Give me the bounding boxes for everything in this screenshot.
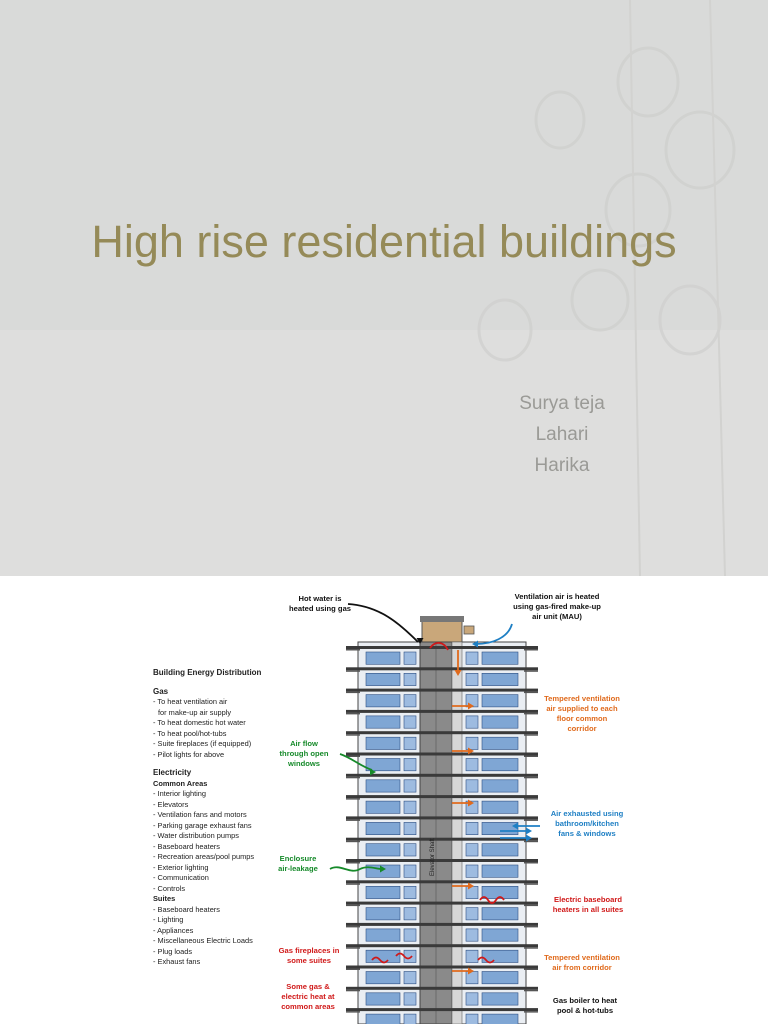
balcony — [346, 734, 360, 736]
window — [404, 737, 416, 749]
note-line: bathroom/kitchen — [555, 819, 619, 828]
window — [404, 780, 416, 792]
fireplaces-note — [272, 946, 346, 966]
floor-slab — [346, 944, 538, 947]
floor-slab — [346, 667, 538, 670]
window — [366, 673, 400, 685]
note-line: Tempered ventilation — [544, 694, 620, 703]
window — [366, 993, 400, 1005]
legend-item: - Lighting — [153, 915, 184, 924]
legend-item: - Ventilation fans and motors — [153, 810, 247, 819]
note-line: Enclosure — [279, 854, 317, 863]
note-line: Electric baseboard — [554, 895, 622, 904]
balcony — [346, 670, 360, 672]
note-line: Air flow — [290, 739, 318, 748]
window — [404, 844, 416, 856]
note-line: pool & hot-tubs — [556, 1006, 614, 1015]
balcony — [346, 1011, 360, 1013]
legend-gas-heading: Gas — [153, 686, 169, 696]
legend-electricity-heading: Electricity — [153, 768, 192, 777]
balcony — [346, 692, 360, 694]
floor-slab — [346, 880, 538, 883]
balcony — [524, 670, 538, 672]
window — [482, 993, 518, 1005]
legend-item: - Exterior lighting — [153, 862, 209, 872]
floor-slab — [346, 966, 538, 969]
window — [466, 759, 478, 771]
legend-item: - To heat domestic hot water — [153, 718, 246, 727]
balcony — [346, 798, 360, 800]
note-line: Gas boiler to heat — [552, 996, 618, 1005]
window — [404, 695, 416, 707]
note-line: using gas-fired make-up — [513, 602, 601, 611]
balcony — [524, 819, 538, 821]
note-line: Gas fireplaces in — [278, 946, 340, 955]
balcony — [524, 883, 538, 885]
legend-item: for make-up air supply — [158, 707, 232, 717]
window — [366, 972, 400, 984]
baseboard-note — [538, 895, 638, 915]
author-name: Harika — [534, 455, 590, 476]
ventilation-arrow — [476, 624, 512, 644]
note-line: common areas — [281, 1002, 335, 1011]
balcony — [346, 969, 360, 971]
window — [482, 737, 518, 749]
legend-item: - Controls — [153, 883, 186, 893]
window — [404, 950, 416, 962]
note-line: air-leakage — [278, 864, 318, 873]
balcony — [346, 947, 360, 949]
window — [482, 673, 518, 685]
floor-slab — [346, 731, 538, 734]
floor-slab — [346, 710, 538, 713]
window — [366, 844, 400, 856]
note-line: Air exhausted using — [550, 809, 624, 818]
balcony — [346, 841, 360, 843]
floor-slab — [346, 1008, 538, 1011]
balcony — [524, 947, 538, 949]
legend-item: - Water distribution pumps — [153, 831, 239, 840]
hot-water-note — [280, 594, 360, 614]
balcony — [346, 862, 360, 864]
tempered-corridor-note — [532, 953, 632, 973]
window — [482, 759, 518, 771]
floor-slab — [346, 816, 538, 819]
window — [482, 652, 518, 664]
window — [466, 780, 478, 792]
floor-slab — [346, 859, 538, 862]
window — [482, 972, 518, 984]
legend-item: - Appliances — [153, 925, 194, 935]
author-name: Surya teja — [519, 393, 605, 414]
window — [404, 886, 416, 898]
window — [404, 673, 416, 685]
boiler-note — [540, 996, 630, 1016]
window — [466, 844, 478, 856]
legend-heading: Building Energy Distribution — [153, 668, 262, 677]
window — [404, 759, 416, 771]
slide-title: High rise residential buildings — [91, 216, 677, 267]
window — [366, 822, 400, 834]
balcony — [346, 777, 360, 779]
window — [482, 716, 518, 728]
legend-suites-heading: Suites — [153, 894, 176, 903]
note-line: corridor — [567, 724, 597, 733]
balcony — [346, 819, 360, 821]
building-section-drawing — [0, 576, 768, 1024]
legend-item: - Interior lighting — [153, 789, 206, 798]
air-exhausted-note — [540, 809, 634, 839]
window — [366, 908, 400, 920]
window — [466, 972, 478, 984]
window — [404, 929, 416, 941]
balcony — [346, 990, 360, 992]
window — [466, 673, 478, 685]
note-line: air from corridor — [552, 963, 612, 972]
window — [466, 950, 478, 962]
balcony — [524, 777, 538, 779]
note-line: air unit (MAU) — [532, 612, 582, 621]
legend-item: - To heat pool/hot-tubs — [153, 728, 227, 738]
window — [482, 822, 518, 834]
enclosure-note — [270, 854, 326, 874]
floor-slab — [346, 902, 538, 905]
window — [482, 695, 518, 707]
window — [404, 908, 416, 920]
balcony — [524, 692, 538, 694]
legend-item: - Communication — [153, 873, 209, 882]
tempered-supply-note — [532, 694, 632, 734]
floor-slab — [346, 795, 538, 798]
window — [466, 865, 478, 877]
floor-slab — [346, 689, 538, 692]
window — [404, 652, 416, 664]
window — [404, 716, 416, 728]
legend-item: - Baseboard heaters — [153, 841, 220, 851]
energy-legend — [153, 668, 273, 968]
note-line: Some gas & — [286, 982, 330, 991]
legend-item: - Pilot lights for above — [153, 749, 225, 759]
window — [466, 716, 478, 728]
window — [366, 929, 400, 941]
balcony — [346, 649, 360, 651]
window — [466, 737, 478, 749]
elevator-shaft-label: Elevator Shaft — [430, 838, 436, 876]
author-list — [480, 388, 644, 481]
window — [366, 652, 400, 664]
legend-item: - Recreation areas/pool pumps — [153, 852, 255, 861]
author-name: Lahari — [535, 424, 589, 445]
balcony — [524, 905, 538, 907]
note-line: heated using gas — [288, 604, 352, 613]
window — [482, 844, 518, 856]
legend-item: - Elevators — [153, 799, 189, 809]
window — [482, 865, 518, 877]
balcony — [524, 990, 538, 992]
balcony — [346, 905, 360, 907]
note-line: fans & windows — [558, 829, 616, 838]
note-line: through open — [279, 749, 329, 758]
floor-slab — [346, 646, 538, 649]
balcony — [346, 713, 360, 715]
window — [404, 972, 416, 984]
window — [366, 716, 400, 728]
window — [466, 1014, 478, 1024]
legend-item: - To heat ventilation air — [153, 697, 228, 706]
note-line: Hot water is — [298, 594, 342, 603]
balcony — [524, 926, 538, 928]
window — [404, 1014, 416, 1024]
note-line: electric heat at — [281, 992, 335, 1001]
window — [466, 822, 478, 834]
window — [404, 993, 416, 1005]
note-line: windows — [287, 759, 321, 768]
window — [404, 822, 416, 834]
legend-item: - Miscellaneous Electric Loads — [153, 936, 253, 945]
balcony — [524, 862, 538, 864]
balcony — [346, 883, 360, 885]
legend-item: - Plug loads — [153, 946, 193, 956]
window — [466, 886, 478, 898]
note-line: Ventilation air is heated — [514, 592, 600, 601]
window — [482, 780, 518, 792]
balcony — [346, 926, 360, 928]
balcony — [524, 798, 538, 800]
window — [466, 908, 478, 920]
window — [366, 780, 400, 792]
note-line: floor common — [556, 714, 608, 723]
window — [366, 950, 400, 962]
floor-slab — [346, 923, 538, 926]
floor-slab — [346, 753, 538, 756]
window — [404, 865, 416, 877]
floor-slab — [346, 774, 538, 777]
window — [404, 801, 416, 813]
window — [466, 652, 478, 664]
energy-diagram-slide — [0, 576, 768, 1024]
legend-item: - Parking garage exhaust fans — [153, 820, 252, 830]
balcony — [524, 649, 538, 651]
air-flow-note — [272, 739, 336, 769]
legend-item: - Exhaust fans — [153, 957, 201, 966]
balcony — [524, 1011, 538, 1013]
window — [482, 908, 518, 920]
legend-item: - Baseboard heaters — [153, 904, 220, 914]
window — [466, 929, 478, 941]
balcony — [524, 756, 538, 758]
window — [366, 695, 400, 707]
note-line: air supplied to each — [546, 704, 618, 713]
window — [482, 801, 518, 813]
ventilation-note — [494, 592, 620, 622]
common-heat-note — [272, 982, 344, 1012]
window — [482, 929, 518, 941]
window — [366, 1014, 400, 1024]
window — [482, 1014, 518, 1024]
floor-slab — [346, 987, 538, 990]
legend-common-heading: Common Areas — [153, 778, 208, 788]
window — [366, 737, 400, 749]
note-line: heaters in all suites — [552, 905, 624, 914]
note-line: Tempered ventilation — [544, 953, 620, 962]
window — [366, 801, 400, 813]
legend-item: - Suite fireplaces (if equipped) — [153, 739, 252, 748]
window — [366, 886, 400, 898]
balcony — [524, 734, 538, 736]
window — [466, 993, 478, 1005]
note-line: some suites — [287, 956, 331, 965]
arrow-head — [526, 828, 532, 835]
